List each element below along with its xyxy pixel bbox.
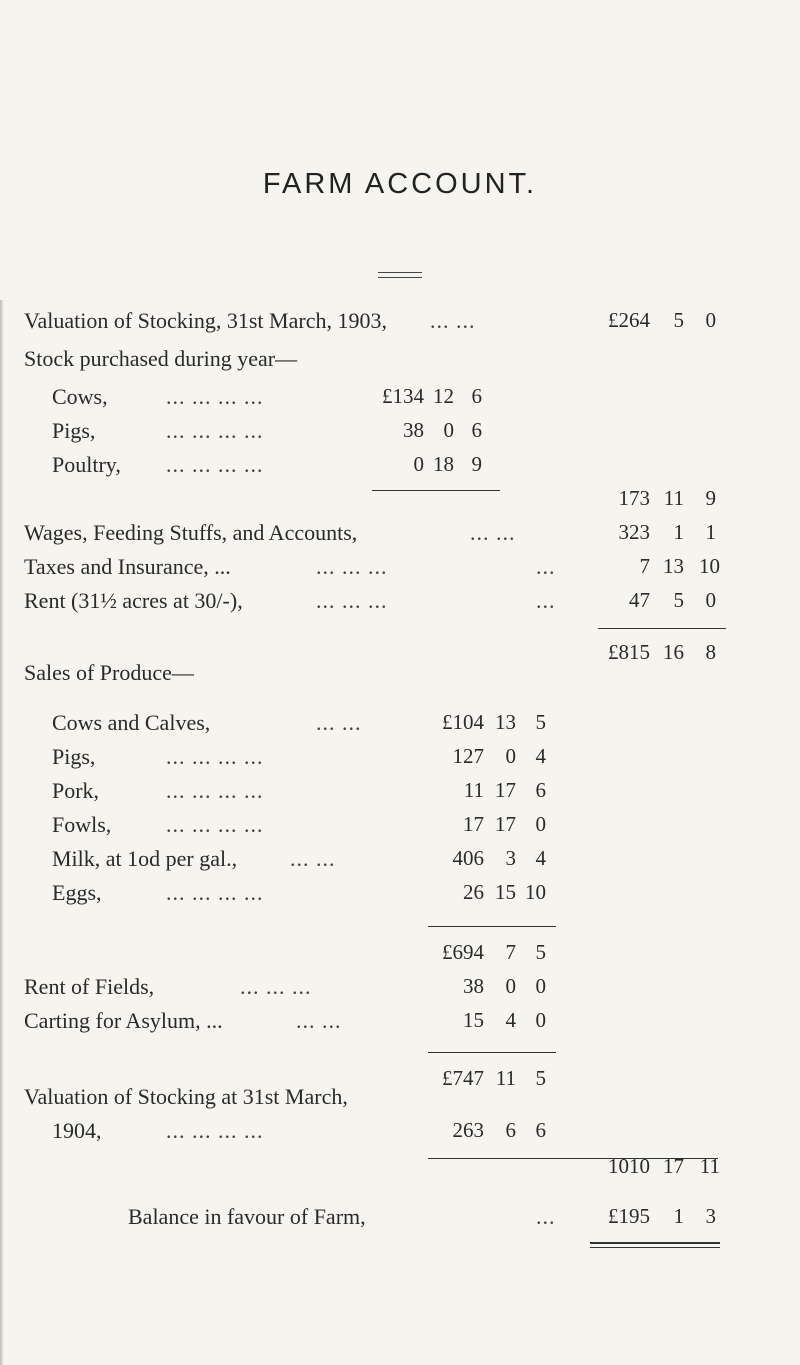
rent-row bbox=[0, 588, 800, 622]
amount-pence: 11 bbox=[699, 1154, 720, 1178]
amount-shillings: 1 bbox=[673, 520, 684, 544]
amount-pence: 1 bbox=[705, 520, 716, 544]
stock-total-row bbox=[0, 486, 800, 520]
grand-total-row bbox=[0, 1154, 800, 1188]
sales-item-row bbox=[0, 812, 800, 846]
leader-dots: ... ... ... ... bbox=[166, 384, 264, 409]
amount-shillings: 17 bbox=[495, 778, 516, 802]
rent-fields-row bbox=[0, 974, 800, 1008]
valuation-1904-row-2 bbox=[0, 1118, 800, 1152]
stock-item-label: Poultry, bbox=[52, 452, 121, 477]
rent-label: Rent (31½ acres at 30/-), bbox=[24, 588, 243, 613]
amount-shillings: 0 bbox=[505, 974, 516, 998]
amount-pence: 10 bbox=[699, 554, 720, 578]
title-rule-top bbox=[378, 272, 422, 273]
amount-shillings: 16 bbox=[663, 640, 684, 664]
leader-dots: ... ... ... bbox=[316, 554, 388, 579]
sales-item-row bbox=[0, 846, 800, 880]
amount-shillings: 18 bbox=[433, 452, 454, 476]
sales-item-label: Milk, at 1od per gal., bbox=[52, 846, 238, 871]
amount-pounds: £104 bbox=[442, 710, 484, 734]
amount-pence: 4 bbox=[535, 846, 546, 870]
amount-shillings: 17 bbox=[495, 812, 516, 836]
amount-pounds: £815 bbox=[608, 640, 650, 664]
amount-pence: 4 bbox=[535, 744, 546, 768]
wages-row bbox=[0, 520, 800, 554]
amount-pence: 3 bbox=[705, 1204, 716, 1228]
amount-shillings: 15 bbox=[495, 880, 516, 904]
amount-pounds: £134 bbox=[382, 384, 424, 408]
valuation-1904-year: 1904, bbox=[52, 1118, 102, 1143]
carting-label: Carting for Asylum, ... bbox=[24, 1008, 223, 1033]
taxes-label: Taxes and Insurance, ... bbox=[24, 554, 231, 579]
amount-pence: 5 bbox=[535, 1066, 546, 1090]
amount-shillings: 3 bbox=[505, 846, 516, 870]
amount-pounds: 1010 bbox=[608, 1154, 650, 1178]
rent-fields-label: Rent of Fields, bbox=[24, 974, 155, 999]
valuation-1904-row-1 bbox=[0, 1084, 800, 1118]
amount-pounds: £694 bbox=[442, 940, 484, 964]
amount-shillings: 4 bbox=[505, 1008, 516, 1032]
expenditure-total-rule bbox=[598, 628, 726, 629]
valuation-1903-label: Valuation of Stocking, 31st March, 1903, bbox=[24, 308, 387, 333]
amount-shillings: 1 bbox=[673, 1204, 684, 1228]
stock-heading-row bbox=[0, 346, 800, 380]
stock-item-row bbox=[0, 452, 800, 486]
amount-pence: 5 bbox=[535, 710, 546, 734]
sales-item-row bbox=[0, 744, 800, 778]
leader-dots: ... bbox=[536, 588, 556, 613]
leader-dots: ... ... ... bbox=[240, 974, 312, 999]
valuation-1903-row bbox=[0, 308, 800, 342]
amount-shillings: 13 bbox=[495, 710, 516, 734]
sales-item-row bbox=[0, 880, 800, 914]
leader-dots: ... ... ... ... bbox=[166, 778, 264, 803]
amount-shillings: 11 bbox=[663, 486, 684, 510]
amount-pounds: £747 bbox=[442, 1066, 484, 1090]
amount-pounds: 17 bbox=[463, 812, 484, 836]
sales-item-label: Eggs, bbox=[52, 880, 102, 905]
valuation-1904-label: Valuation of Stocking at 31st March, bbox=[24, 1084, 348, 1109]
amount-pence: 8 bbox=[705, 640, 716, 664]
amount-shillings: 7 bbox=[505, 940, 516, 964]
amount-shillings: 17 bbox=[663, 1154, 684, 1178]
sales-item-label: Pigs, bbox=[52, 744, 96, 769]
amount-pence: 6 bbox=[471, 418, 482, 442]
taxes-row bbox=[0, 554, 800, 588]
amount-shillings: 5 bbox=[673, 308, 684, 332]
carting-row bbox=[0, 1008, 800, 1042]
stock-item-row bbox=[0, 384, 800, 418]
amount-pence: 0 bbox=[535, 1008, 546, 1032]
amount-shillings: 6 bbox=[505, 1118, 516, 1142]
leader-dots: ... ... bbox=[296, 1008, 342, 1033]
amount-pounds: 173 bbox=[618, 486, 650, 510]
amount-pounds: 0 bbox=[413, 452, 424, 476]
amount-shillings: 0 bbox=[443, 418, 454, 442]
subtotal-rule bbox=[428, 1052, 556, 1053]
amount-pounds: 263 bbox=[452, 1118, 484, 1142]
balance-double-rule-top bbox=[590, 1242, 720, 1244]
leader-dots: ... ... bbox=[430, 308, 476, 333]
amount-pence: 6 bbox=[471, 384, 482, 408]
amount-pounds: 323 bbox=[618, 520, 650, 544]
amount-pounds: 26 bbox=[463, 880, 484, 904]
balance-label: Balance in favour of Farm, bbox=[128, 1204, 366, 1229]
leader-dots: ... ... ... ... bbox=[166, 744, 264, 769]
amount-pence: 9 bbox=[705, 486, 716, 510]
amount-pence: 0 bbox=[535, 812, 546, 836]
leader-dots: ... ... ... ... bbox=[166, 880, 264, 905]
amount-pounds: £195 bbox=[608, 1204, 650, 1228]
sales-item-label: Cows and Calves, bbox=[52, 710, 211, 735]
amount-shillings: 5 bbox=[673, 588, 684, 612]
amount-pence: 0 bbox=[705, 588, 716, 612]
stock-item-label: Pigs, bbox=[52, 418, 96, 443]
balance-double-rule-bottom bbox=[590, 1247, 720, 1248]
sales-total-rule bbox=[428, 926, 556, 927]
leader-dots: ... ... ... ... bbox=[166, 418, 264, 443]
amount-pounds: 15 bbox=[463, 1008, 484, 1032]
stock-item-row bbox=[0, 418, 800, 452]
leader-dots: ... ... bbox=[290, 846, 336, 871]
amount-pounds: 47 bbox=[629, 588, 650, 612]
amount-shillings: 0 bbox=[505, 744, 516, 768]
stock-item-label: Cows, bbox=[52, 384, 108, 409]
sales-heading: Sales of Produce— bbox=[24, 660, 194, 685]
leader-dots: ... ... ... ... bbox=[166, 812, 264, 837]
sales-item-label: Fowls, bbox=[52, 812, 112, 837]
amount-pounds: £264 bbox=[608, 308, 650, 332]
leader-dots: ... bbox=[536, 1204, 556, 1229]
leader-dots: ... bbox=[536, 554, 556, 579]
sales-total-row bbox=[0, 940, 800, 974]
sales-item-label: Pork, bbox=[52, 778, 100, 803]
amount-shillings: 12 bbox=[433, 384, 454, 408]
leader-dots: ... ... ... bbox=[316, 588, 388, 613]
amount-pence: 5 bbox=[535, 940, 546, 964]
amount-shillings: 13 bbox=[663, 554, 684, 578]
amount-pounds: 7 bbox=[639, 554, 650, 578]
amount-pounds: 127 bbox=[452, 744, 484, 768]
wages-label: Wages, Feeding Stuffs, and Accounts, bbox=[24, 520, 358, 545]
sales-item-row bbox=[0, 778, 800, 812]
leader-dots: ... ... bbox=[316, 710, 362, 735]
leader-dots: ... ... ... ... bbox=[166, 452, 264, 477]
amount-pounds: 38 bbox=[403, 418, 424, 442]
amount-shillings: 11 bbox=[495, 1066, 516, 1090]
amount-pence: 6 bbox=[535, 1118, 546, 1142]
amount-pence: 0 bbox=[535, 974, 546, 998]
amount-pounds: 38 bbox=[463, 974, 484, 998]
leader-dots: ... ... bbox=[470, 520, 516, 545]
amount-pence: 0 bbox=[705, 308, 716, 332]
amount-pence: 6 bbox=[535, 778, 546, 802]
sales-heading-row bbox=[0, 660, 800, 694]
page-title: FARM ACCOUNT. bbox=[262, 168, 538, 200]
title-rule-bottom bbox=[378, 277, 422, 278]
amount-pounds: 406 bbox=[452, 846, 484, 870]
sales-item-row bbox=[0, 710, 800, 744]
stock-heading: Stock purchased during year— bbox=[24, 346, 298, 371]
leader-dots: ... ... ... ... bbox=[166, 1118, 264, 1143]
amount-pounds: 11 bbox=[463, 778, 484, 802]
amount-pence: 9 bbox=[471, 452, 482, 476]
amount-pence: 10 bbox=[525, 880, 546, 904]
balance-row bbox=[0, 1204, 800, 1238]
